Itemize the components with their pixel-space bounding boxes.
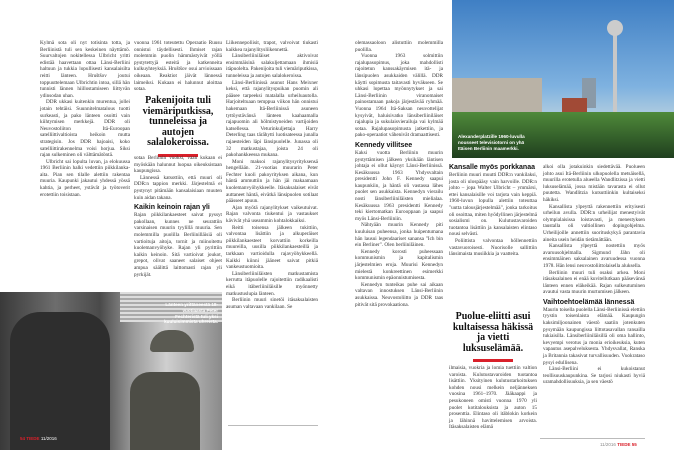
page-footer-left (20, 436, 57, 441)
magazine-name: TIEDE (617, 442, 631, 447)
paragraph: DDR ukkasi kuitenkin murentua, jollei jotain tehtäisi. Suunnitelmatalous tuotti surkeasti, ja pako länteen osoitti vain kiihtymisen merkkejä. DDR oli Neuvostoliiton Itä-Euroopan satelliittivaltioista heikoin mutta strategisin. Jos DDR hajoaisi, koko satelliittirakennelma voisi horjua. Siksi rajan sulkeminen oli välttämätöntä. (40, 99, 130, 159)
paragraph: Reitti toisensa jälkeen tukittiin, valvontaa lisättiin ja alkuperäiset piikkilankaesteet korvattiin korkeilla muureilla, uusilla piikkilankaesteillä ja tarkkaan vartioidulla rajavyöhykkeellä. Kaikki kiinni jääneet saivat pitkiä vankeustuomioita. (226, 224, 318, 271)
paragraph: Länsi-Berliinissä asunut Hans Meixner keksi, että rajanylityspuikan puomin ali pääsee tarpeeksi matalalla urheiluautolla. Harjoiteltuaan temppua viikon hän onnistui hakemaan Itä-Berliinissä asuneen tyttöystävänsä länteen kaahaamalla rajapuomin ali hölmistyneiden vartijoiden katsellessa. Veturinkuljettaja Harry Deterling taas tärähytti luotisateessa junalla rajaesteiden läpi länsipuolelle. Junassa oli 32 matkustajaa, joista 24 oli pakohankkeessa mukana. (226, 79, 318, 159)
paragraph: Berliinin muuri tuli osaksi arkea. Moni itäsaksalainen ei enää kuvitellutkaan pääsevänsä länteen ennen eläkeikää. Rajan sulkeutuminen avautui vasta muurin murtumisen jälkeen. (543, 269, 645, 296)
paragraph: Kaksi vuotta Berliinin muurin pystyttämisen jälkeen yksikään läntisen johtaja ei ollut käynyt Länsi-Berliinissä. Kesäkuussa 1963 Yhdysvaltain presidentti John F. Kennedy saapui kaupunkiin, ja häntä oli vastassa lähes puolet sen asukkaista. Kennedyn vierailu nosti länsiberliiniläisten mielialaa. Kesäkuussa 1963 presidentti Kennedy teki kiertomatkan Eurooppaan ja saapui myös Länsi-Berliiniin. (355, 149, 443, 222)
subheading: Kansalle myös porkkanaa (449, 164, 535, 171)
photo-group (10, 312, 110, 450)
paragraph: ilmaisia, vuokria ja lomia tuettiin valtion varoista. Kulutustavaroiden tuotantoa lisättiin. Yksityinen kulutustarkoituksen kohden nousi melkein neljänneksen vuosina 1961–1970. Jääkaappi ja pesukoneen omisti vuonna 1970 yli puolet kotitalouksista ja auton 15 prosenttia. Elintaso oli itäblokin korkein ja lähinnä havittelemisen arvoista. Itäsaksalaisten elämä (449, 365, 537, 431)
issue-number: 11/2016 (600, 442, 616, 447)
pull-quote (449, 312, 537, 362)
paragraph: Ajan myötä rajanylitykset vaikeutuivat. Rajan valvonta tiukentui ja vastaukset kävivät yhä useammin kohtalokkaiksi. (226, 204, 318, 225)
quote-accent-bar (473, 359, 513, 362)
paragraph: Lännessä katsottiin, että muuri oli DDR:n tappion merkki. Järjestelmä ei pystynyt pitämään kansalaisiaan muuten kuin aidan takana. (134, 174, 222, 201)
paragraph: Moni maksoi rajanylitysyrityksensä hengellään. 21-vuotias muurarin Peter Fechter kuoli pakoyrityksen aikana, kun häntä ammuttiin ja hän jäi makaamaan kuolemanvyöhykkeelle. Itäsaksalaiset eivät auttaneet häntä, eivätkä länsipuolen sotilaat päässeet apuun. (226, 158, 318, 205)
article-column-5 (449, 164, 537, 258)
article-column-2 (134, 40, 222, 93)
subheading: Kaikin keinoin rajan yli (134, 204, 210, 212)
paragraph: Rajan piikkilankaesteet saivat pyssyt pakollaan, kunnes ne seurattiin varsinaisen muurin tyylillä muuria. Sen molemmilla puolilla Berliinilläisiä oli vartioituja aitoja, tornit ja miinoitettu kuolemanvyöhyke. Rajan yli pyrittiin kaikin keinoin. Sitä vartioivat joukot, grepot, olivat saaneet salaiset ohjeet ampua säälittä laittomasti rajan yli pyrkijät. (134, 212, 222, 278)
paragraph: Berliinin muuri muutti DDR:n vankilaksi, josta oli ulospääsy vain harvoille. DDR:n johto – jopa Walter Ulbricht – ymmärsi, ettei kansalaisille voi tarjota vain keppiä. 1960-luvun lopulla alettiin toteuttaa "uutta talousjärjestelmää", jonka tarkoitus oli osoittaa, miten hyödyllinen järjestelmä sosialismi on. Kulutustavaroiden tuotantoa lisättiin ja kansalaisten elintaso nousi selvästi. (449, 172, 537, 238)
paragraph: Berliinin muuri sinetöi itäsaksalaisten asuman valtavaan vankilaan. Se (226, 297, 318, 310)
paragraph: alkoi olla jotakuinkin siedettävää. Puolueen johto asui Itä-Berliinin ulkopuolella metsäisellä, muurilla erotetulla alueella Wandlitzissa ja vietti luksuselämää, jossa mistään tavarasta ei ollut puutetta. Wandlitzia kutsuttiinkin kultaiseksi häkiksi. (543, 164, 645, 203)
photo-helmet (150, 330, 194, 352)
divider (228, 425, 318, 426)
page-number: 54 (20, 436, 26, 441)
paragraph: olemassaoloon alistuttiin molemmilla puolilla. (355, 40, 443, 53)
divider (540, 438, 645, 439)
magazine-name: TIEDE (26, 436, 40, 441)
article-column-6 (543, 164, 645, 386)
page-footer-right (600, 442, 637, 447)
article-column-5b (449, 365, 537, 431)
subheading: Vaihtoehtoelämää lännessä (543, 298, 635, 306)
pull-quote-text: Puolue-eliitti asui kultaisessa häkissä ja vietti luksuselämää. (452, 311, 534, 354)
paragraph: Maurin toisella puolella Länsi-Berliinissä elettiin tyystin toisenlaista elämää. Kaupungin kaksimiljoonainen väestö saatiin jotenkuten pysymään kaupungissa liittotasavallan ransailla tukiaisilla. Länsiberliiniläisillä oli oma hallinto, kevyempi verotus ja monia erioikeuksia, kuten vapautus asepalveluksesta. Yhdysvallat, Ranska ja Britannia takasivat turvallisuuden. Vuokrataso pysyi edullisena. (543, 306, 645, 366)
article-column-3 (226, 40, 318, 310)
paragraph: sotaa Berliinin vuoksi, vaan kukaan ei myöskään halunnut luopua oikeuksistaan kaupungissa. (134, 155, 222, 175)
article-column-2b (134, 155, 222, 278)
page-number: 55 (631, 442, 637, 447)
paragraph: Liikennepoliisit, trapot, valvoivat tiukasti kaikkea rajanylitysliikennettä. (226, 40, 318, 53)
paragraph: Vuonna 1963 solmittiin rajalupasopimus, joka mahdollisti rajoitetun kanssakäymisen itä- ja länsipuolen asukkaiden välillä. DDR käytti sopimusta taitavasti hyväkseen. Se uhkasi lopettaa myönnytykset ja sai Länsi-Berliinin viranomaiset painostamaan pakoja järjestävää ryhmää. Vuonna 1964 Itä-Saksan neuvottelijat kysyivät, haluisivatko länsiberliiniläiset rajalupia ja sukulaisvierailuja vai kylmää sotaa. Rajalupasopimusta jatkettiin, ja pako-operaatiot vähenivät dramaattisesti. (355, 53, 443, 139)
paragraph: Länsiberliiniläiset aktivoivat ensimmäisinä salakuljettamaan ihmisiä itäpuolelta. Pakenijoita tuli viemäriputkissa, tunneleissa ja autojen salalokeroissa. (226, 53, 318, 79)
photo-caption: Länteen yrittäneestä 18-vuotiaasta Peter Fechteristä tuli yksi kuuluisimmista uhreista. (164, 302, 218, 325)
issue-number: 11/2016 (40, 436, 57, 441)
photo-tv-tower (613, 30, 617, 115)
paragraph: Kennedy korosti puheessaan kommunismin ja kapitalismin järjestelmien eroja. Muurisi Kennedyn mielestä konkreettinen esimerkki kommunismin epäonnistumisesta. (355, 248, 443, 282)
paragraph: Kansallista ylpeyttä rakennettiin erityisesti urheilun avulla. DDR:n urheilijat menestyivät olympialaisissa loistavasti, ja menestyksen taustalla oli valtiollinen dopingohjelma. Urheilijoille annettiin suorituskykyä parantavia aineita usein heidän tietämättään. (543, 203, 645, 243)
paragraph: Länsi-Berliini ei kukoistanut teollisuuskaupunkina. Se tarjosi niukasti hyviä uramahdollisuuksia, ja sen väestö (543, 366, 645, 386)
paragraph: Kansallista ylpeyttä nostettiin myös avaruusohjelmalla. Sigmund Jähn oli ensimmäinen saksalainen avaruudessa vuonna 1978. Hän lensi neuvostoliittolaisella aluksella. (543, 243, 645, 269)
paragraph: Kylmä sota oli nyt totisinta totta, ja Berliinistä tuli sen keskeinen näyttämö. Suurvaltojen nokitellessa Ulbricht yritti edistää haavettaan ottaa Länsi-Berliini haltuun ja tukkia lopullisesti kansalaisilta reitti länteen. Hruštšov joutui toppuuttelemaan Ulbrichtin intoa, sillä hän tunnisti lännen hiillostamiseen liittyvän ydinsodan uhan. (40, 40, 130, 99)
pull-quote-text: Pakenijoita tuli viemäriputkissa, tunneleissa ja autojen salalokeroissa. (142, 95, 214, 148)
article-column-1 (40, 40, 130, 198)
paragraph: Ulbricht sai lopulta luvan, ja elokuussa 1961 Berliinin halki vedettiin piikkilanka-aita. Pian sen tilalle alettiin rakentaa muuria. Kaupunki jakautui yhdessä yössä kahtia, ja perheet, ystävät ja työtoverit erotettiin toisistaan. (40, 158, 130, 198)
paragraph: Poliittista valvontaa höllennettiin vastavuoroisesti. Nuorisolle sallittiin länsimaista musiikkia ja vaatteita. (449, 237, 537, 258)
paragraph: Nähtyään muurin Kennedy piti kuuluisan puheensa, jonka huipentumana hän lausui legendaariset sanansa "Ich bin ein Berliner". Olen berliiniläinen. (355, 222, 443, 249)
paragraph: Länsiberliiniläisten matkustamista kerrutta itäpuolelle rajoitettiin radikaalisti eikä itäberliiniläisille myönnetty matkustuslupia länteen. (226, 270, 318, 297)
photo-tv-tower-sphere (607, 20, 623, 36)
photo-soldier (130, 372, 200, 450)
photo-caption: Alexanderplatzille 1960-luvulla nousseet televisiotorni on yhä Itäisen Berliinin maamerkki. (458, 134, 525, 151)
paragraph: vuonna 1961 toteutettu Operaatio Ruusu onnistui täydellisesti. Ihmiset rajan molemmin puolin hämmästyivät yöllä pystytettyjä esteitä ja katkenneita kulkuyhteyksiä. Hruštšov osui arvioissaan oikeaan. Reaktiot jäivät lännessä laimeiksi. Kukaan ei halunnut aloittaa sotaa. (134, 40, 222, 93)
paragraph: Kennedyn tunteikas puhe sai aikaan valtavan innostuksen Länsi-Berliinin asukkaissa. Neuvostoliitto ja DDR taas pitivät sitä provokaationa. (355, 281, 443, 308)
pull-quote (134, 96, 222, 157)
subheading: Kennedy villitsee (355, 141, 413, 149)
article-column-4 (355, 40, 443, 308)
